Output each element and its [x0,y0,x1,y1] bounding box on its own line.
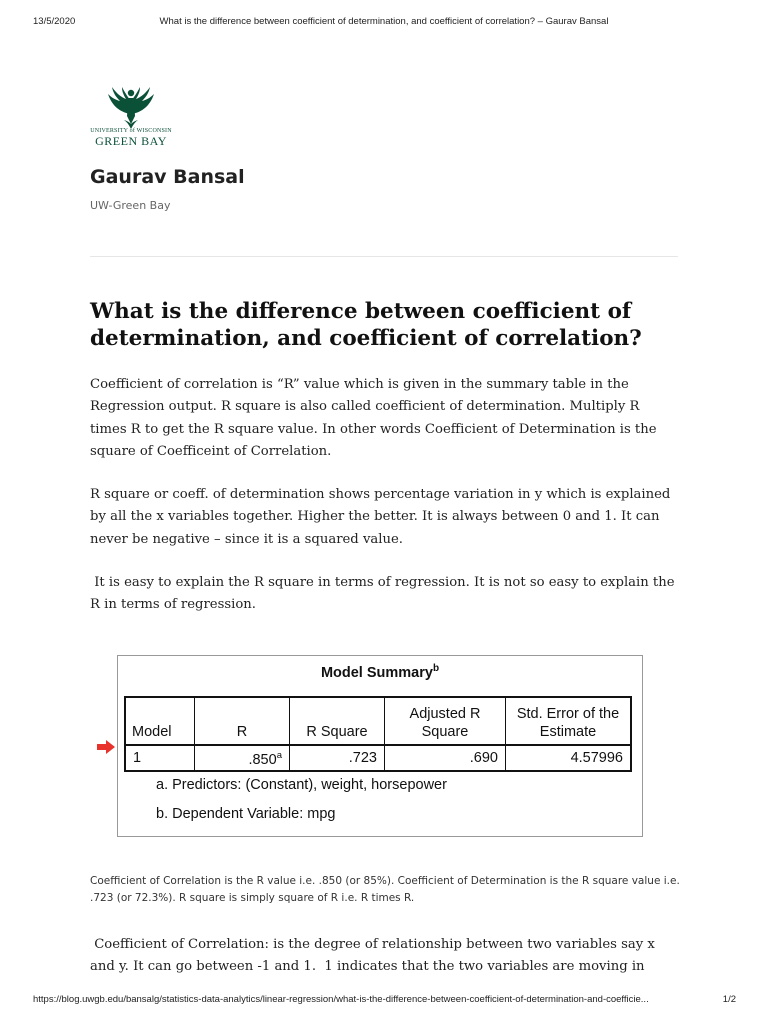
title-footnote-marker: b [432,663,440,674]
site-title[interactable]: Gaurav Bansal [90,166,245,188]
header-std-error: Std. Error of the Estimate [506,697,632,745]
post-paragraph-1: Coefficient of correlation is “R” value which is given in the summary table in the Regression output. R square is also called coefficient of determination. Multiply R times R to get the R square value. In other words Coefficient of Determination is the square of Coefficeint of Correlation. [90,377,657,460]
cell-r: .850$^a$ [195,745,290,771]
phoenix-icon [90,84,172,130]
footnote-b: b. Dependent Variable: mpg [156,806,336,822]
print-date: 13/5/2020 [33,16,76,27]
cell-std-error: 4.57996 [506,745,632,771]
site-description: UW-Green Bay [90,199,171,212]
red-arrow-icon [96,739,116,755]
footnote-a: a. Predictors: (Constant), weight, horsepower [156,777,447,793]
post-paragraph-2: R square or coeff. of determination shows percentage variation in y which is explained by all the x variables together. Higher the better. It is always between 0 and 1. It can never be negative – since it is a squared value. [90,487,671,547]
post-paragraph-4: Coefficient of Correlation: is the degree of relationship between two variables say x and y. It can go between -1 and 1. 1 indicates that the two variables are moving in [90,937,660,975]
print-url[interactable]: https://blog.uwgb.edu/bansalg/statistics-data-analytics/linear-regression/what-is-the-difference-between-coefficient-of-determination-and-coefficie... [33,994,649,1005]
header-adjusted-r-square: Adjusted R Square [385,697,506,745]
cell-r-square: .723 [290,745,385,771]
header-r-square: R Square [290,697,385,745]
table-row [125,745,631,771]
header-divider [90,256,678,257]
r-footnote-marker: a [276,750,282,762]
university-logo[interactable] [90,84,172,148]
print-footer [0,992,768,1008]
cell-model: 1 [125,745,195,771]
logo-green-bay-text: GREEN BAY [95,134,167,148]
post-title: What is the difference between coefficient of determination, and coefficient of correlation? [90,299,642,351]
logo-university-text: UNIVERSITY of WISCONSIN [90,128,172,134]
image-caption: Coefficient of Correlation is the R value i.e. .850 (or 85%). Coefficient of Determination is the R square value i.e. .723 (or 72.3%). R square is simply square of R i.e. R times R. [90,875,680,904]
model-summary-image [117,655,643,837]
header-r: R [195,697,290,745]
model-summary-title: Model Summary$^b$ [320,663,440,681]
print-header [0,14,768,30]
header-model: Model [125,697,195,745]
print-page-title: What is the difference between coefficient of determination, and coefficient of correlation? – Gaurav Bansal [159,16,609,27]
post-paragraph-3: It is easy to explain the R square in terms of regression. It is not so easy to explain the R in terms of regression. [90,575,679,613]
print-page-number: 1/2 [722,994,736,1005]
model-summary-table [124,696,632,772]
cell-adjusted-r-square: .690 [385,745,506,771]
